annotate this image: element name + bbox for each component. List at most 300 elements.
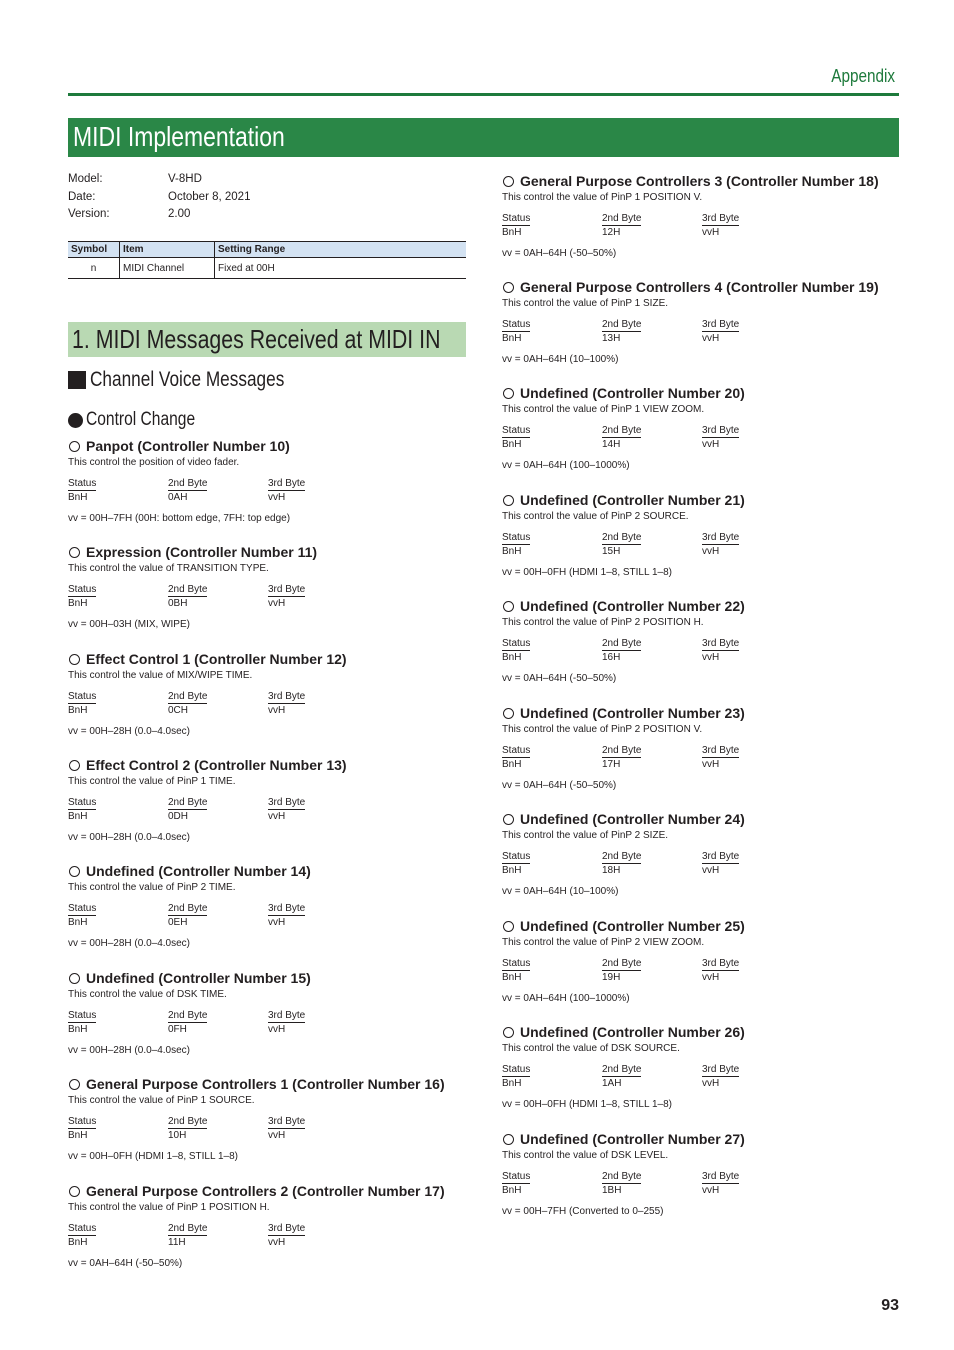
table-row [68,258,466,279]
controller-description: This control the value of DSK LEVEL. [502,1150,669,1161]
circle-outline-icon [503,176,514,187]
page-title: MIDI Implementation [73,121,285,152]
status-label: Status [68,1010,97,1021]
message-bytes [502,212,902,240]
status-label: Status [502,1064,531,1075]
status-value: BnH [68,705,88,716]
byte2-value: 15H [602,546,621,557]
byte2-column [602,957,702,985]
byte3-column [702,1170,802,1198]
byte3-column [702,531,802,559]
controller-title: Undefined (Controller Number 22) [520,598,745,614]
status-column [502,531,602,559]
byte3-label: 3rd Byte [702,851,740,862]
byte2-label: 2nd Byte [168,1010,208,1021]
controller-entry [502,1130,902,1218]
message-bytes [502,1170,902,1198]
controller-entry [502,384,902,472]
status-column [502,850,602,878]
status-column [502,318,602,346]
byte3-column [702,744,802,772]
byte2-label: 2nd Byte [602,958,642,969]
table-header: Item [120,242,215,258]
byte3-column [702,957,802,985]
byte3-label: 3rd Byte [268,903,306,914]
message-bytes [502,1063,902,1091]
status-value: BnH [68,1024,88,1035]
byte3-label: 3rd Byte [268,478,306,489]
controller-description: This control the value of PinP 1 TIME. [68,776,236,787]
status-label: Status [68,478,97,489]
controller-heading [502,1023,902,1042]
value-range: vv = 0AH–64H (100–1000%) [502,460,630,471]
status-column [502,637,602,665]
section-heading: 1. MIDI Messages Received at MIDI IN [72,324,441,354]
info-value: V-8HD [168,173,202,185]
byte3-label: 3rd Byte [268,1223,306,1234]
message-bytes [68,1009,468,1037]
controller-heading [68,1182,468,1201]
controller-entry [68,756,468,844]
byte2-label: 2nd Byte [168,797,208,808]
circle-outline-icon [69,547,80,558]
controller-heading [502,917,902,936]
message-bytes [502,637,902,665]
controller-description: This control the value of DSK TIME. [68,989,227,1000]
subsection-title: Channel Voice Messages [90,368,285,391]
status-column [68,796,168,824]
controller-entry [502,597,902,685]
byte3-value: vvH [702,546,720,557]
controller-heading [502,172,902,191]
byte2-label: 2nd Byte [602,1064,642,1075]
byte3-label: 3rd Byte [702,745,740,756]
controller-description: This control the value of PinP 2 SOURCE. [502,511,689,522]
status-value: BnH [502,1185,522,1196]
byte3-column [268,796,368,824]
controller-title: Undefined (Controller Number 25) [520,918,745,934]
byte3-value: vvH [702,333,720,344]
controller-heading [68,650,468,669]
byte2-label: 2nd Byte [168,1223,208,1234]
page-title-bar [68,118,899,157]
byte2-column [602,424,702,452]
controller-description: This control the value of PinP 2 TIME. [68,882,236,893]
circle-outline-icon [503,921,514,932]
message-bytes [502,318,902,346]
byte2-column [168,1222,268,1250]
byte3-value: vvH [702,439,720,450]
byte2-column [168,1115,268,1143]
controller-entry [68,969,468,1057]
controller-title: Effect Control 1 (Controller Number 12) [86,651,347,667]
byte2-column [602,318,702,346]
byte2-label: 2nd Byte [168,903,208,914]
value-range: vv = 0AH–64H (100–1000%) [502,993,630,1004]
byte3-column [268,583,368,611]
byte3-column [268,1009,368,1037]
status-value: BnH [502,333,522,344]
status-value: BnH [68,1237,88,1248]
controller-title: Effect Control 2 (Controller Number 13) [86,757,347,773]
controller-entry [68,1075,468,1163]
byte2-value: 0CH [168,705,189,716]
circle-outline-icon [503,708,514,719]
circle-outline-icon [503,282,514,293]
byte2-label: 2nd Byte [168,478,208,489]
controller-entry [502,278,902,366]
status-value: BnH [502,1078,522,1089]
byte2-label: 2nd Byte [168,584,208,595]
status-column [68,1222,168,1250]
circle-outline-icon [69,866,80,877]
value-range: vv = 00H–7FH (00H: bottom edge, 7FH: top edge) [68,513,291,524]
value-range: vv = 0AH–64H (10–100%) [502,886,619,897]
status-label: Status [502,319,531,330]
byte2-label: 2nd Byte [168,1116,208,1127]
message-bytes [68,902,468,930]
controller-title: Undefined (Controller Number 23) [520,705,745,721]
byte2-value: 0FH [168,1024,187,1035]
value-range: vv = 00H–0FH (HDMI 1–8, STILL 1–8) [502,1099,672,1110]
byte3-value: vvH [702,759,720,770]
value-range: vv = 00H–03H (MIX, WIPE) [68,619,190,630]
value-range: vv = 00H–0FH (HDMI 1–8, STILL 1–8) [68,1151,238,1162]
message-bytes [68,1222,468,1250]
status-value: BnH [68,1130,88,1141]
byte2-value: 0DH [168,811,189,822]
controller-heading [68,969,468,988]
byte3-column [268,690,368,718]
status-value: BnH [68,492,88,503]
byte3-label: 3rd Byte [702,1064,740,1075]
status-label: Status [68,1223,97,1234]
message-bytes [68,796,468,824]
status-value: BnH [68,917,88,928]
byte3-column [702,850,802,878]
controller-description: This control the value of MIX/WIPE TIME. [68,670,253,681]
controller-description: This control the value of DSK SOURCE. [502,1043,680,1054]
byte2-value: 19H [602,972,621,983]
table-cell: n [68,258,120,279]
controller-heading [68,756,468,775]
byte2-label: 2nd Byte [602,1171,642,1182]
controller-title: Panpot (Controller Number 10) [86,438,290,454]
byte2-value: 18H [602,865,621,876]
byte2-column [602,531,702,559]
status-value: BnH [502,865,522,876]
status-label: Status [502,745,531,756]
page-number: 93 [881,1297,899,1314]
controller-heading [68,437,468,456]
status-column [502,1170,602,1198]
subsubsection-title: Control Change [86,409,196,430]
controller-description: This control the value of PinP 1 POSITION H. [68,1202,270,1213]
byte2-column [602,744,702,772]
controller-title: Undefined (Controller Number 27) [520,1131,745,1147]
byte2-value: 0BH [168,598,188,609]
controller-entry [68,437,468,525]
byte2-label: 2nd Byte [602,425,642,436]
byte2-column [168,690,268,718]
byte2-value: 10H [168,1130,187,1141]
byte3-column [268,477,368,505]
status-column [502,424,602,452]
controller-description: This control the value of PinP 2 POSITION V. [502,724,703,735]
byte3-column [702,1063,802,1091]
status-value: BnH [68,811,88,822]
byte3-value: vvH [268,1237,286,1248]
circle-outline-icon [69,441,80,452]
circle-outline-icon [503,601,514,612]
status-column [68,902,168,930]
byte2-column [602,1170,702,1198]
byte2-value: 1AH [602,1078,622,1089]
message-bytes [68,583,468,611]
byte3-value: vvH [702,1185,720,1196]
byte2-label: 2nd Byte [602,532,642,543]
byte3-label: 3rd Byte [268,1010,306,1021]
byte3-column [268,902,368,930]
controller-description: This control the value of TRANSITION TYPE. [68,563,269,574]
status-label: Status [502,532,531,543]
controller-entry [502,491,902,579]
byte2-column [168,1009,268,1037]
info-value: 2.00 [168,208,191,220]
header-rule [68,93,899,96]
value-range: vv = 00H–28H (0.0–4.0sec) [68,1045,191,1056]
byte3-column [268,1115,368,1143]
byte2-column [168,583,268,611]
status-label: Status [502,638,531,649]
status-value: BnH [68,598,88,609]
value-range: vv = 0AH–64H (-50–50%) [502,248,617,259]
controller-entry [502,704,902,792]
byte2-value: 11H [168,1237,186,1248]
status-column [502,212,602,240]
info-key: Model: [68,173,103,185]
value-range: vv = 0AH–64H (-50–50%) [502,780,617,791]
byte2-column [168,477,268,505]
controller-heading [68,543,468,562]
controller-entry [68,543,468,631]
controller-heading [68,862,468,881]
status-column [68,690,168,718]
byte3-column [702,318,802,346]
byte3-label: 3rd Byte [702,532,740,543]
circle-outline-icon [69,654,80,665]
status-value: BnH [502,546,522,557]
controller-heading [502,704,902,723]
byte3-label: 3rd Byte [702,1171,740,1182]
byte2-value: 17H [602,759,621,770]
symbol-table [68,241,466,279]
value-range: vv = 0AH–64H (-50–50%) [502,673,617,684]
controller-entry [68,650,468,738]
status-column [68,583,168,611]
table-header: Setting Range [215,242,467,258]
byte2-label: 2nd Byte [602,745,642,756]
controller-description: This control the value of PinP 2 SIZE. [502,830,669,841]
controller-description: This control the value of PinP 1 VIEW ZOOM. [502,404,705,415]
byte2-column [602,1063,702,1091]
document-info [68,171,250,224]
message-bytes [502,850,902,878]
status-label: Status [502,425,531,436]
byte2-column [168,902,268,930]
controller-title: Undefined (Controller Number 14) [86,863,311,879]
controller-title: Undefined (Controller Number 15) [86,970,311,986]
controller-heading [502,1130,902,1149]
byte2-value: 0EH [168,917,188,928]
message-bytes [502,531,902,559]
message-bytes [68,1115,468,1143]
status-value: BnH [502,972,522,983]
value-range: vv = 00H–7FH (Converted to 0–255) [502,1206,664,1217]
byte3-value: vvH [268,705,286,716]
byte3-value: vvH [268,811,286,822]
status-label: Status [502,1171,531,1182]
byte2-column [602,212,702,240]
byte3-value: vvH [268,1130,286,1141]
value-range: vv = 00H–28H (0.0–4.0sec) [68,832,191,843]
circle-outline-icon [69,760,80,771]
message-bytes [502,424,902,452]
controller-heading [502,491,902,510]
byte2-value: 1BH [602,1185,622,1196]
message-bytes [502,744,902,772]
controller-description: This control the position of video fader. [68,457,240,468]
byte3-label: 3rd Byte [268,1116,306,1127]
status-value: BnH [502,227,522,238]
controller-title: General Purpose Controllers 4 (Controller Number 19) [520,279,879,295]
controller-title: General Purpose Controllers 1 (Controller Number 16) [86,1076,445,1092]
controller-heading [502,810,902,829]
circle-outline-icon [503,814,514,825]
status-value: BnH [502,652,522,663]
byte2-label: 2nd Byte [602,851,642,862]
byte3-column [702,212,802,240]
controller-title: General Purpose Controllers 3 (Controller Number 18) [520,173,879,189]
controller-entry [502,810,902,898]
status-column [68,1115,168,1143]
message-bytes [68,690,468,718]
value-range: vv = 00H–28H (0.0–4.0sec) [68,938,191,949]
controller-title: Undefined (Controller Number 20) [520,385,745,401]
byte3-label: 3rd Byte [268,797,306,808]
status-column [502,957,602,985]
byte3-value: vvH [268,598,286,609]
controller-heading [502,384,902,403]
circle-outline-icon [503,495,514,506]
table-header-row [68,242,466,258]
subsection-heading [68,367,327,393]
byte2-value: 0AH [168,492,188,503]
controller-entry [502,1023,902,1111]
status-column [68,477,168,505]
message-bytes [502,957,902,985]
circle-bullet-icon [68,413,83,428]
byte2-column [602,637,702,665]
byte3-value: vvH [702,865,720,876]
controller-description: This control the value of PinP 1 SIZE. [502,298,669,309]
value-range: vv = 0AH–64H (-50–50%) [68,1258,183,1269]
byte2-value: 16H [602,652,621,663]
byte3-label: 3rd Byte [268,584,306,595]
section-label: Appendix [831,66,895,86]
byte2-label: 2nd Byte [602,213,642,224]
status-label: Status [502,958,531,969]
status-label: Status [68,691,97,702]
byte2-label: 2nd Byte [602,638,642,649]
controller-description: This control the value of PinP 2 POSITION H. [502,617,704,628]
table-header: Symbol [68,242,120,258]
circle-outline-icon [503,388,514,399]
byte3-label: 3rd Byte [268,691,306,702]
value-range: vv = 00H–0FH (HDMI 1–8, STILL 1–8) [502,567,672,578]
byte3-value: vvH [702,1078,720,1089]
table-cell: MIDI Channel [120,258,215,279]
byte3-label: 3rd Byte [702,319,740,330]
section-heading-bar [68,322,466,357]
byte3-value: vvH [702,227,720,238]
value-range: vv = 0AH–64H (10–100%) [502,354,619,365]
controller-description: This control the value of PinP 1 POSITION V. [502,192,703,203]
byte2-value: 13H [602,333,621,344]
controller-description: This control the value of PinP 2 VIEW ZOOM. [502,937,705,948]
byte3-column [268,1222,368,1250]
byte3-value: vvH [268,492,286,503]
byte3-column [702,637,802,665]
controller-title: Expression (Controller Number 11) [86,544,318,560]
info-row [68,189,250,207]
controller-heading [68,1075,468,1094]
byte2-value: 14H [602,439,621,450]
controller-entry [502,172,902,260]
status-column [68,1009,168,1037]
circle-outline-icon [69,1079,80,1090]
status-label: Status [68,1116,97,1127]
controller-entry [502,917,902,1005]
circle-outline-icon [503,1134,514,1145]
controller-title: General Purpose Controllers 2 (Controller Number 17) [86,1183,445,1199]
square-bullet-icon [68,371,86,389]
value-range: vv = 00H–28H (0.0–4.0sec) [68,726,191,737]
controller-entry [68,862,468,950]
byte3-value: vvH [268,917,286,928]
controller-heading [502,278,902,297]
status-label: Status [502,213,531,224]
message-bytes [68,477,468,505]
status-label: Status [502,851,531,862]
circle-outline-icon [503,1027,514,1038]
byte2-value: 12H [602,227,621,238]
status-label: Status [68,797,97,808]
byte3-label: 3rd Byte [702,213,740,224]
status-label: Status [68,903,97,914]
status-value: BnH [502,439,522,450]
byte3-label: 3rd Byte [702,958,740,969]
controller-title: Undefined (Controller Number 21) [520,492,745,508]
status-column [502,744,602,772]
circle-outline-icon [69,973,80,984]
status-column [502,1063,602,1091]
byte3-value: vvH [268,1024,286,1035]
byte3-value: vvH [702,652,720,663]
byte3-label: 3rd Byte [702,425,740,436]
byte3-value: vvH [702,972,720,983]
controller-title: Undefined (Controller Number 24) [520,811,745,827]
